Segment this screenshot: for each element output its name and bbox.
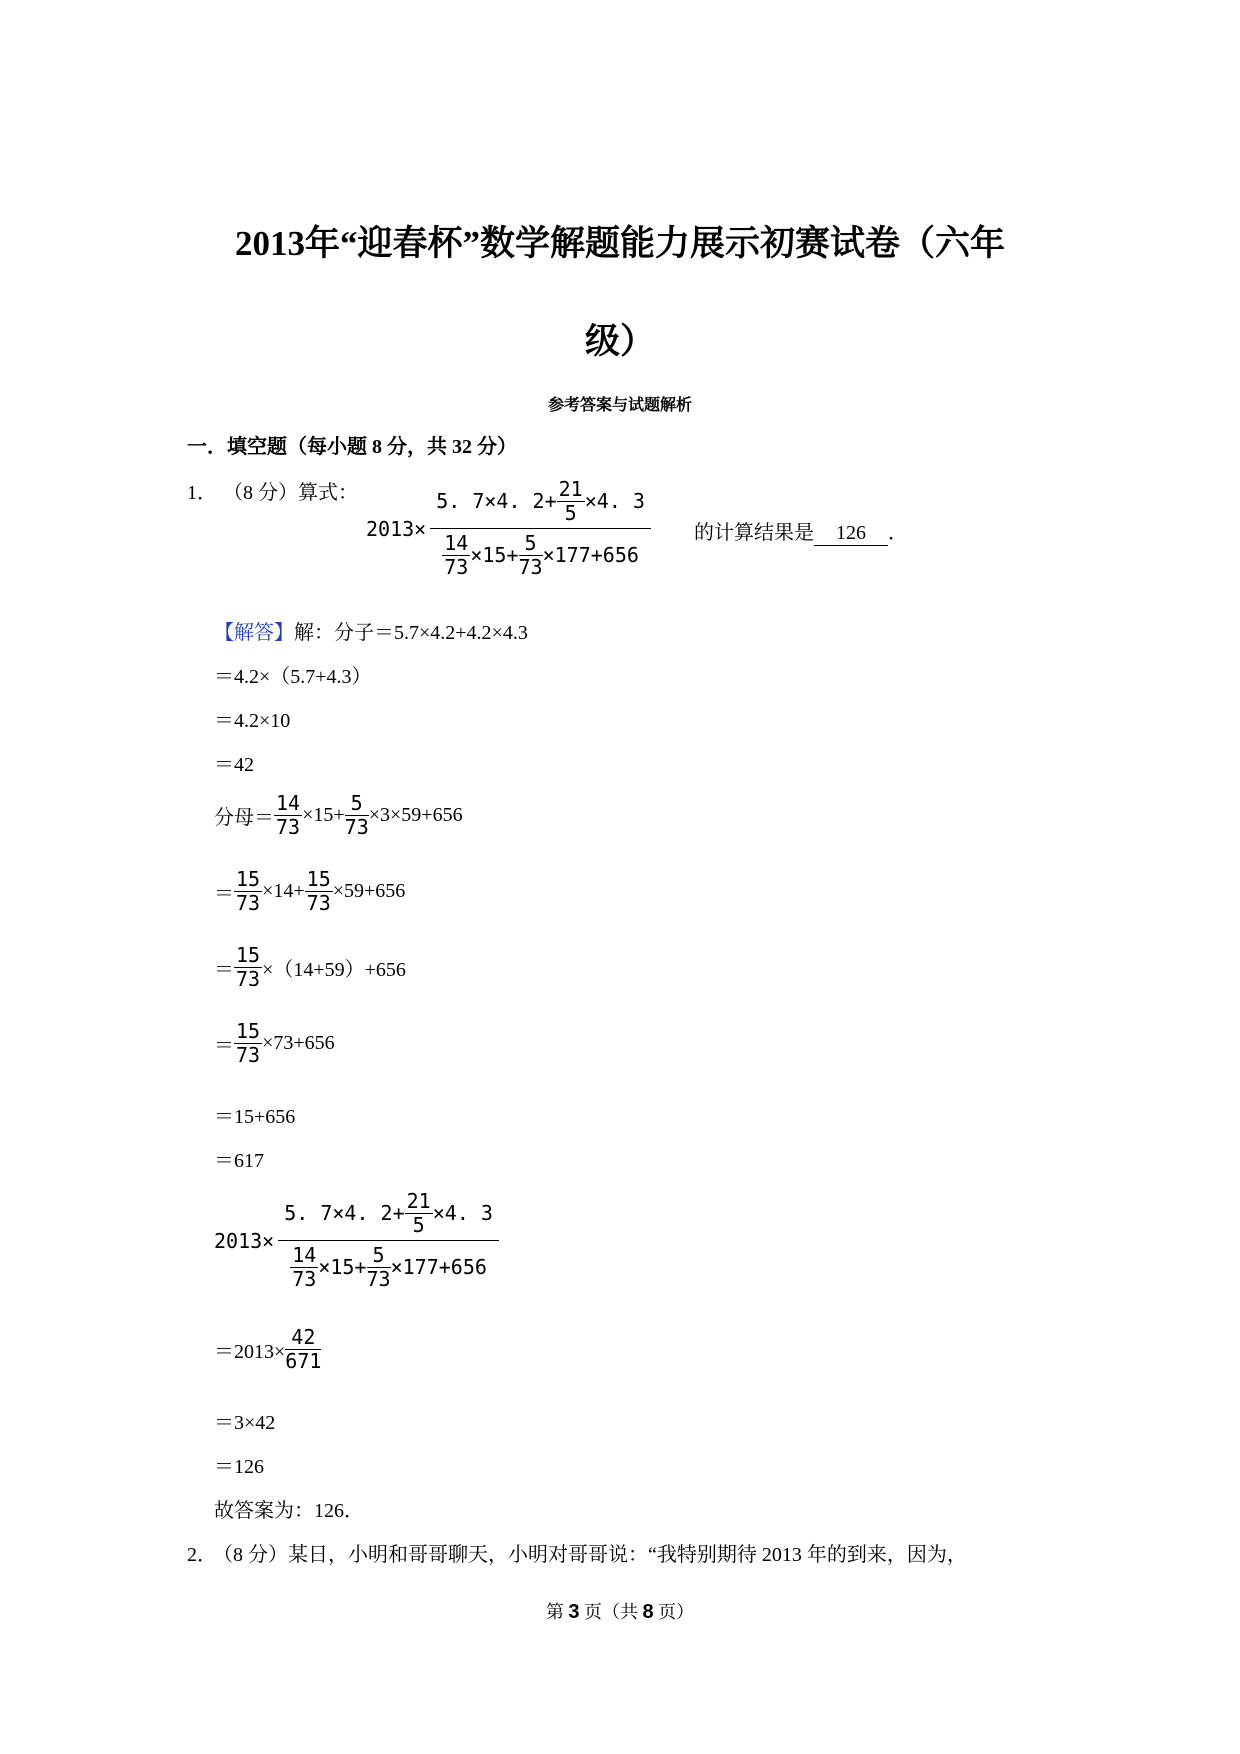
question-2: [187, 1538, 967, 1567]
solution-line: ＝4.2×10: [214, 710, 291, 732]
solution-line: ＝42: [214, 754, 254, 776]
solution-line: ＝15+656: [214, 1106, 296, 1128]
line-prefix: 分母＝: [214, 807, 274, 829]
title-line-2: 级）: [584, 322, 655, 361]
answer-blank: 126: [814, 522, 888, 546]
solution-conclusion: 故答案为：126．: [214, 1500, 364, 1522]
question-1: [187, 476, 358, 505]
numerator-fraction: [557, 478, 585, 525]
fraction: [234, 944, 262, 991]
fraction-numerator: 5: [519, 532, 543, 556]
line-middle: ×15+: [302, 804, 345, 826]
fraction-numerator: 14: [276, 791, 301, 815]
denominator-middle: ×15+: [318, 1255, 367, 1279]
fraction-denominator: 73: [236, 967, 261, 991]
numerator-left: 5. 7×4. 2+: [284, 1201, 405, 1225]
fraction-numerator: 21: [558, 477, 583, 501]
solution-line: [214, 1020, 335, 1067]
fraction-numerator: 42: [285, 1326, 321, 1350]
main-denominator: [430, 529, 651, 579]
footer-text: 第: [545, 1602, 569, 1622]
denominator-fraction-2: [519, 532, 543, 579]
solution-line: [214, 868, 405, 915]
fraction-denominator: 73: [236, 1043, 261, 1067]
fraction-numerator: 15: [236, 943, 261, 967]
fraction-numerator: 15: [236, 1019, 261, 1043]
fraction-numerator: 5: [367, 1244, 391, 1268]
denominator-fraction-2: [367, 1244, 391, 1291]
fraction-denominator: 73: [366, 1267, 391, 1291]
solution-line: ＝617: [214, 1150, 264, 1172]
question-1-suffix: [694, 516, 908, 546]
section-heading: 一．填空题（每小题 8 分，共 32 分）: [187, 436, 517, 458]
fraction: [305, 868, 333, 915]
numerator-right: ×4. 3: [584, 489, 645, 513]
main-numerator: [430, 478, 651, 529]
main-fraction: [430, 478, 651, 579]
denominator-fraction-1: [442, 532, 470, 579]
fraction-denominator: 73: [518, 555, 543, 579]
denominator-fraction-1: [290, 1244, 318, 1291]
question-number: 2．: [187, 1544, 217, 1566]
fraction-denominator: 5: [412, 1213, 425, 1237]
fraction-denominator: 73: [236, 891, 261, 915]
fraction-numerator: 5: [345, 792, 369, 816]
question-1-expression: [366, 478, 651, 579]
fraction-denominator: 73: [276, 815, 301, 839]
solution-line: ＝126: [214, 1456, 264, 1478]
expr-lead: 2013×: [366, 516, 427, 541]
line-prefix: ＝2013×: [214, 1341, 286, 1363]
line-suffix: ×3×59+656: [368, 804, 463, 826]
fraction-numerator: 14: [444, 531, 469, 555]
denominator-middle: ×15+: [470, 543, 519, 567]
solution-tag: 【解答】: [214, 622, 294, 644]
page-footer: [0, 1598, 1240, 1624]
solution-intro-text: 解：分子＝5.7×4.2+4.2×4.3: [294, 622, 528, 644]
fraction-numerator: 14: [292, 1243, 317, 1267]
question-text: （8 分）某日，小明和哥哥聊天，小明对哥哥说：“我特别期待 2013 年的到来，因为，: [223, 1544, 967, 1566]
fraction-denominator: 73: [344, 815, 369, 839]
suffix-text: 的计算结果是: [694, 522, 814, 544]
line-middle: ×14+: [262, 880, 305, 902]
fraction: [345, 792, 369, 839]
line-suffix: ×73+656: [262, 1032, 335, 1054]
main-fraction: [278, 1190, 499, 1291]
solution-intro: [214, 616, 528, 645]
line-prefix: ＝: [214, 883, 234, 905]
numerator-fraction: [405, 1190, 433, 1237]
solution-expression: [214, 1190, 499, 1291]
total-pages: 8: [642, 1601, 654, 1623]
solution-line: [214, 792, 463, 839]
fraction-denominator: 73: [306, 891, 331, 915]
denominator-right: ×177+656: [390, 1255, 487, 1279]
main-numerator: [278, 1190, 499, 1241]
fraction-denominator: 73: [444, 555, 469, 579]
title-line-1: 2013年“迎春杯”数学解题能力展示初赛试卷（六年: [234, 224, 1005, 263]
fraction-denominator: 5: [564, 501, 577, 525]
fraction: [274, 792, 302, 839]
fraction-denominator: 671: [285, 1349, 322, 1373]
fraction-numerator: 21: [406, 1189, 431, 1213]
line-prefix: ＝: [214, 1035, 234, 1057]
solution-line: [214, 1326, 321, 1373]
line-suffix: ×（14+59）+656: [262, 959, 406, 981]
solution-line: ＝4.2×（5.7+4.3）: [214, 666, 372, 688]
line-prefix: ＝: [214, 959, 234, 981]
fraction: [285, 1326, 321, 1373]
fraction-denominator: 73: [292, 1267, 317, 1291]
fraction: [234, 868, 262, 915]
main-denominator: [278, 1241, 499, 1291]
end-punctuation: ．: [888, 522, 908, 544]
expr-lead: 2013×: [214, 1228, 275, 1253]
line-suffix: ×59+656: [332, 880, 406, 902]
solution-line: ＝3×42: [214, 1412, 276, 1434]
question-number: 1．: [187, 482, 217, 504]
footer-text: 页（共: [579, 1602, 643, 1622]
subtitle: 参考答案与试题解析: [547, 397, 692, 414]
footer-text: 页）: [653, 1602, 695, 1622]
solution-line: [214, 944, 406, 991]
denominator-right: ×177+656: [542, 543, 639, 567]
current-page: 3: [568, 1601, 580, 1623]
fraction-numerator: 15: [306, 867, 331, 891]
question-prefix: （8 分）算式：: [223, 482, 358, 504]
fraction: [234, 1020, 262, 1067]
numerator-left: 5. 7×4. 2+: [436, 489, 557, 513]
numerator-right: ×4. 3: [432, 1201, 493, 1225]
fraction-numerator: 15: [236, 867, 261, 891]
